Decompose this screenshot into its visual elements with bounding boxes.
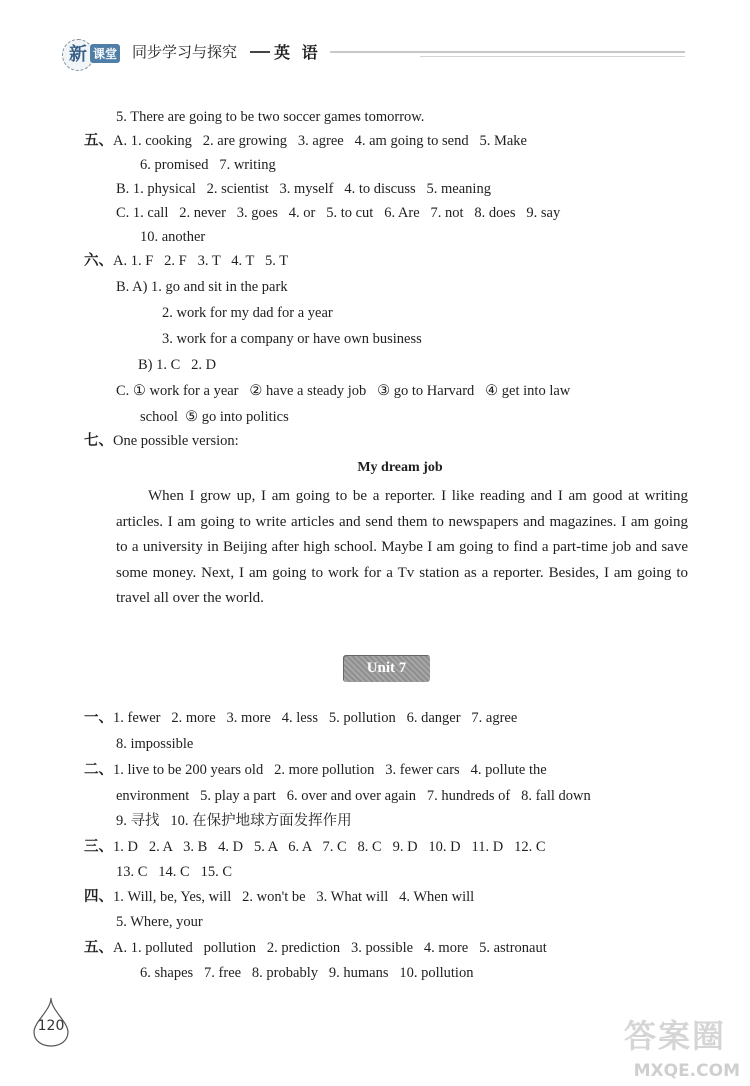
page-number: 120 [37,1018,65,1034]
essay-body [116,484,688,612]
section-marker: 五、 [84,133,113,149]
answer-text: 1. D 2. A 3. B 4. D 5. A 6. A 7. C 8. C 9. D 10. D 11. D 12. C [113,839,546,855]
subject-title: 英 语 [274,43,321,62]
section-marker: 三、 [84,839,113,855]
answer-text: 13. C 14. C 15. C [116,864,233,880]
section-marker: 二、 [84,762,113,778]
answer-text: school ⑤ go into politics [140,409,289,425]
watermark-main: 答案圈 [624,1017,727,1055]
answer-line [140,228,205,246]
answer-text: 2. work for my dad for a year [162,305,333,321]
answer-line [140,408,289,426]
answer-text: 9. 寻找 10. 在保护地球方面发挥作用 [116,813,352,829]
answer-line [116,787,591,805]
section-marker: 四、 [84,889,113,905]
answer-text: 1. live to be 200 years old 2. more pollution 3. fewer cars 4. pollute the [113,762,547,778]
answer-line [116,278,288,296]
answer-line [84,709,517,727]
watermark-sub: MXQE.COM [633,1061,740,1081]
answer-text: 8. impossible [116,736,194,752]
header-rule-right [330,51,685,53]
answer-line [138,356,216,374]
answer-line [84,939,547,957]
answer-text: B. 1. physical 2. scientist 3. myself 4. to discuss 5. meaning [116,181,491,197]
answer-text: One possible version: [113,433,239,449]
answer-text: 10. another [140,229,206,245]
answer-line [116,863,232,881]
answer-line [116,180,491,198]
answer-line [116,812,352,830]
answer-text: B) 1. C 2. D [138,357,217,373]
answer-line [162,330,422,348]
answer-text: A. 1. polluted pollution 2. prediction 3. possible 4. more 5. astronaut [113,940,547,956]
answer-line [84,888,474,906]
answer-text: 1. Will, be, Yes, will 2. won't be 3. What will 4. When will [113,889,475,905]
page-header [40,30,690,80]
section-marker: 五、 [84,940,113,956]
answer-line [84,132,527,150]
page-number-badge [30,996,72,1048]
answer-text: 3. work for a company or have own business [162,331,422,347]
section-marker: 六、 [84,253,113,269]
section-marker: 七、 [84,433,113,449]
header-rule-left [250,51,270,53]
answer-text: 1. fewer 2. more 3. more 4. less 5. pollution 6. danger 7. agree [113,710,518,726]
answer-line [116,204,560,222]
answer-line [162,304,333,322]
logo-text: 课堂 [90,44,120,63]
essay-title: My dream job [357,460,443,475]
series-title: 同步学习与探究 [132,43,238,61]
answer-line [116,735,193,753]
section-marker: 一、 [84,710,113,726]
answer-text: A. 1. F 2. F 3. T 4. T 5. T [113,253,289,269]
answer-text: B. A) 1. go and sit in the park [116,279,288,295]
answer-line [84,252,288,270]
answer-line [84,761,547,779]
answer-text: C. ① work for a year ② have a steady job ③ go to Harvard ④ get into law [116,383,571,399]
answer-line [84,838,546,856]
header-rule-right-thin [420,56,685,57]
answer-line [116,382,570,400]
answer-line [116,913,203,931]
answer-line [84,432,239,450]
answer-line [140,156,276,174]
answer-text: 6. promised 7. writing [140,157,276,173]
essay-text: When I grow up, I am going to be a reporter. I like reading and I am good at writing articles. I am going to write articles and send them to newspapers and magazines. I am going to a university in Beijing after high school. Maybe I am going to find a part-time job and save some money. Next, I am going to work for a Tv station as a reporter. Besides, I am going to travel all over the world. [116,488,688,606]
answer-text: 5. There are going to be two soccer games tomorrow. [116,109,425,125]
answer-text: C. 1. call 2. never 3. goes 4. or 5. to cut 6. Are 7. not 8. does 9. say [116,205,561,221]
logo-mark: 新 [62,39,94,71]
watermark [600,1005,740,1081]
answer-text: A. 1. cooking 2. are growing 3. agree 4. am going to send 5. Make [113,133,527,149]
unit-badge: Unit 7 [343,655,430,682]
answer-text: 5. Where, your [116,914,203,930]
answer-line [140,964,473,982]
answer-line [116,108,424,126]
answer-text: 6. shapes 7. free 8. probably 9. humans 10. pollution [140,965,474,981]
answer-text: environment 5. play a part 6. over and over again 7. hundreds of 8. fall down [116,788,591,804]
